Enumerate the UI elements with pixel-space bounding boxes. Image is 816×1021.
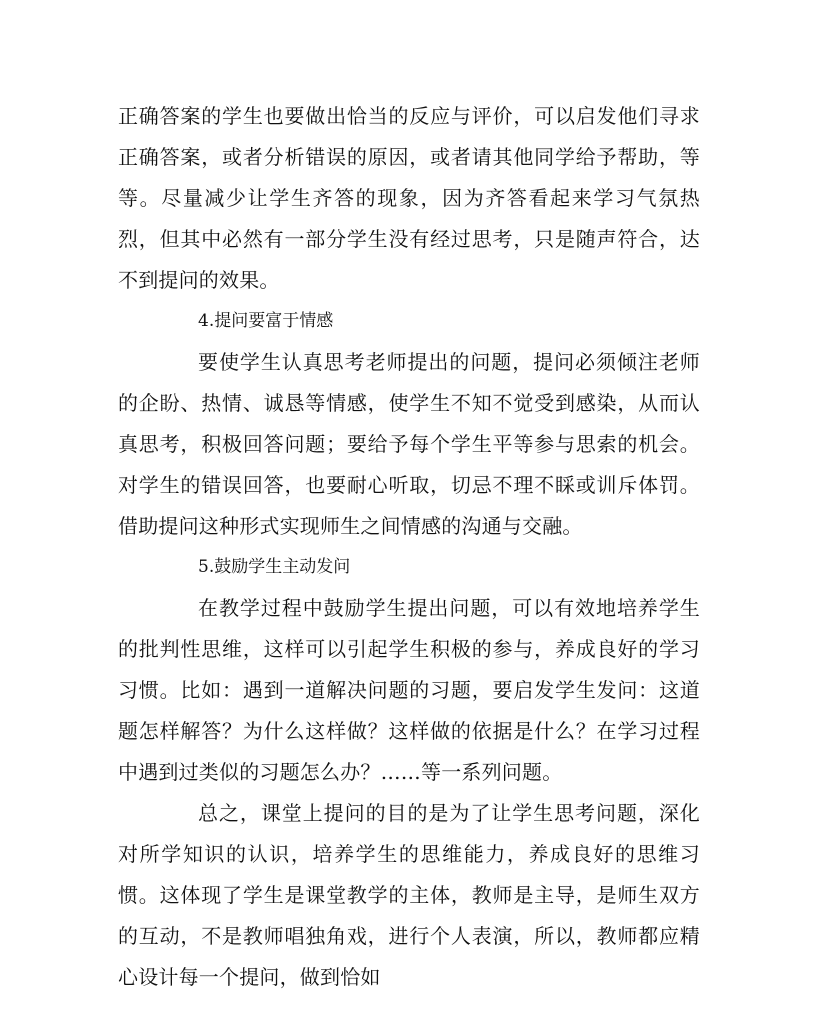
paragraph-encourage-questions: 在教学过程中鼓励学生提出问题，可以有效地培养学生的批判性思维，这样可以引起学生积极的参与，养成良好的学习习惯。比如：遇到一道解决问题的习题，要启发学生发问：这道题怎样解答？为什么这样做？这样做的依据是什么？在学习过程中遇到过类似的习题怎么办？……等一系列问题。	[118, 596, 700, 784]
paragraph-summary: 总之，课堂上提问的目的是为了让学生思考问题，深化对所学知识的认识，培养学生的思维能力，养成良好的思维习惯。这体现了学生是课堂教学的主体，教师是主导，是师生双方的互动，不是教师唱独角戏，进行个人表演，所以，教师都应精心设计每一个提问，做到恰如	[118, 801, 700, 989]
paragraph-emotion: 要使学生认真思考老师提出的问题，提问必须倾注老师的企盼、热情、诚恳等情感，使学生不知不觉受到感染，从而认真思考，积极回答问题；要给予每个学生平等参与思索的机会。对学生的错误回答，也要耐心听取，切忌不理不睬或训斥体罚。借助提问这种形式实现师生之间情感的沟通与交融。	[118, 350, 700, 538]
section-heading-5: 5.鼓励学生主动发问	[198, 557, 351, 577]
paragraph-answer-feedback: 正确答案的学生也要做出恰当的反应与评价，可以启发他们寻求正确答案，或者分析错误的原因，或者请其他同学给予帮助，等等。尽量减少让学生齐答的现象，因为齐答看起来学习气氛热烈，但其中必然有一部分学生没有经过思考，只是随声符合，达不到提问的效果。	[118, 104, 700, 292]
document-body	[118, 96, 700, 998]
section-heading-4: 4.提问要富于情感	[198, 311, 334, 331]
